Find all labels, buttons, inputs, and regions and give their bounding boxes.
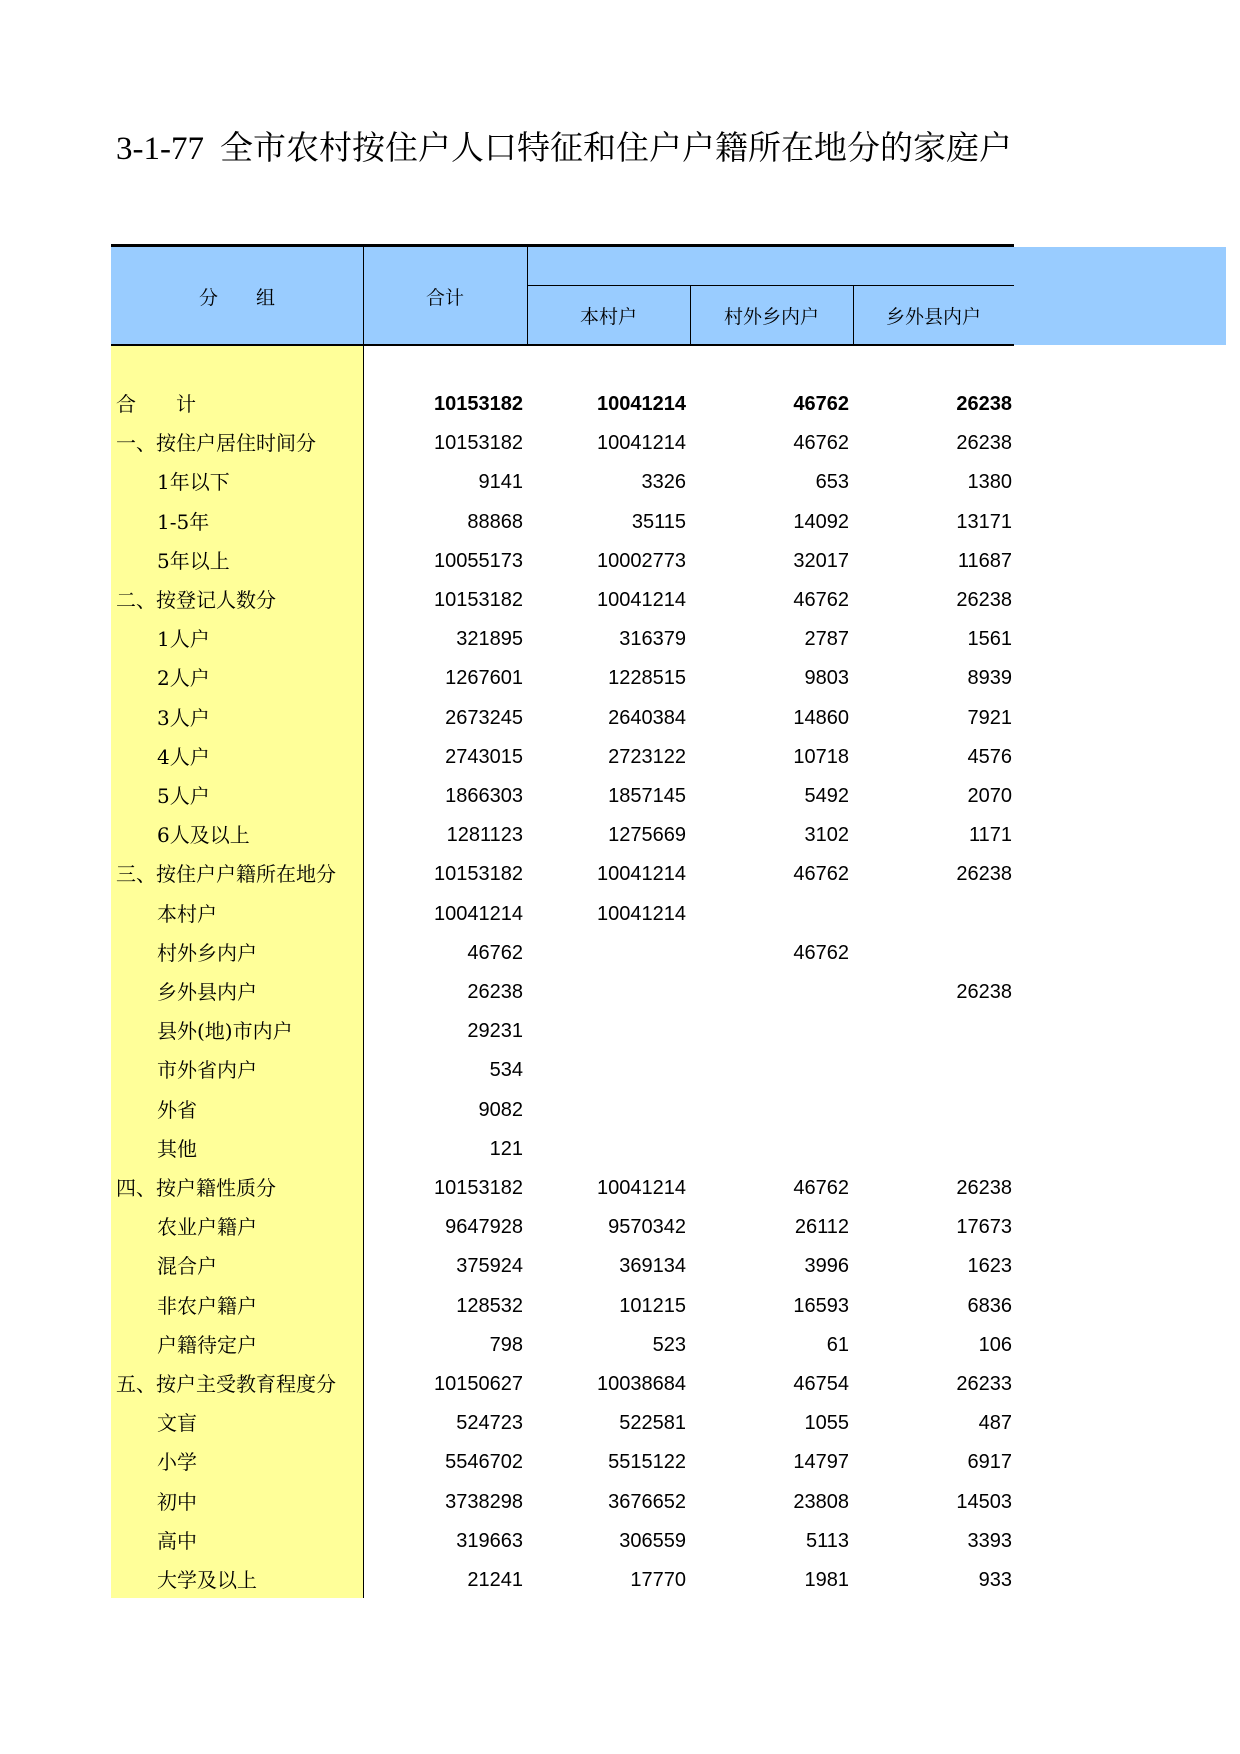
cell-value: 35115 xyxy=(631,510,686,533)
cell-value: 9141 xyxy=(478,471,523,494)
cell-value: 10041214 xyxy=(434,902,523,925)
cell-value: 26238 xyxy=(956,1177,1012,1199)
cell-value: 26233 xyxy=(956,1373,1012,1395)
cell-value: 11687 xyxy=(957,549,1012,572)
cell-value: 10153182 xyxy=(434,1177,523,1199)
header-total: 合计 xyxy=(425,287,464,309)
cell-value: 1981 xyxy=(804,1569,849,1591)
cell-value: 9570342 xyxy=(608,1216,686,1239)
header-divider xyxy=(527,247,528,345)
page-title xyxy=(116,122,1012,169)
cell-value: 61 xyxy=(826,1333,849,1356)
row-label: 二、按登记人数分 xyxy=(116,588,276,612)
cell-value: 2070 xyxy=(967,785,1012,807)
cell-value: 128532 xyxy=(456,1294,523,1317)
row-label: 小学 xyxy=(157,1450,197,1475)
header-col-county: 乡外县内户 xyxy=(885,306,981,328)
row-label: 混合户 xyxy=(157,1254,217,1279)
cell-value: 14797 xyxy=(793,1451,849,1474)
cell-value: 10153182 xyxy=(434,432,523,455)
row-label: 1人户 xyxy=(157,627,210,652)
cell-value: 1623 xyxy=(967,1255,1012,1278)
cell-value: 1857145 xyxy=(608,785,686,807)
table-row xyxy=(111,1208,1014,1247)
cell-value: 3102 xyxy=(804,824,849,847)
table-row xyxy=(111,934,1014,973)
cell-value: 3738298 xyxy=(445,1490,523,1513)
cell-value: 2787 xyxy=(804,628,849,651)
cell-value xyxy=(852,934,1012,973)
header-col-local: 本村户 xyxy=(579,306,637,328)
cell-value xyxy=(526,1012,686,1051)
cell-value xyxy=(689,1091,849,1130)
cell-value: 26112 xyxy=(794,1216,849,1239)
table-row xyxy=(111,855,1014,894)
cell-value: 14503 xyxy=(956,1490,1012,1513)
cell-value: 46762 xyxy=(793,863,849,886)
cell-value xyxy=(689,895,849,934)
cell-value: 369134 xyxy=(619,1255,686,1278)
table-row xyxy=(111,385,1014,424)
cell-value xyxy=(526,1091,686,1130)
cell-value: 319663 xyxy=(456,1529,523,1552)
cell-value xyxy=(526,1051,686,1090)
cell-value xyxy=(689,1051,849,1090)
table-row xyxy=(111,777,1014,816)
cell-value: 10041214 xyxy=(597,432,686,455)
cell-value: 798 xyxy=(489,1333,523,1356)
cell-value: 9647928 xyxy=(445,1216,523,1239)
cell-value: 2673245 xyxy=(445,706,523,729)
cell-value: 3393 xyxy=(967,1529,1012,1552)
cell-value: 1561 xyxy=(967,628,1012,651)
cell-value xyxy=(852,895,1012,934)
table-row xyxy=(111,1091,1014,1130)
table-row xyxy=(111,699,1014,738)
cell-value: 46762 xyxy=(793,589,849,611)
cell-value: 10718 xyxy=(793,745,849,768)
cell-value: 101215 xyxy=(619,1294,686,1317)
cell-value xyxy=(852,1130,1012,1169)
cell-value: 21241 xyxy=(467,1569,523,1591)
row-label: 四、按户籍性质分 xyxy=(116,1176,276,1200)
cell-value: 29231 xyxy=(467,1020,523,1043)
cell-value: 3996 xyxy=(804,1255,849,1278)
row-label: 3人户 xyxy=(157,705,210,730)
cell-value: 8939 xyxy=(967,667,1012,690)
row-label: 5人户 xyxy=(157,784,210,808)
row-label: 本村户 xyxy=(157,901,217,926)
cell-value: 17770 xyxy=(630,1569,686,1591)
cell-value: 3676652 xyxy=(608,1490,686,1513)
cell-value: 534 xyxy=(489,1059,523,1082)
cell-value: 10041214 xyxy=(597,863,686,886)
cell-value: 5113 xyxy=(805,1529,849,1552)
cell-value: 3326 xyxy=(641,471,686,494)
cell-value: 522581 xyxy=(619,1412,686,1435)
cell-value: 10041214 xyxy=(597,393,686,415)
cell-value: 10038684 xyxy=(597,1373,686,1395)
table-row xyxy=(111,816,1014,855)
row-label: 非农户籍户 xyxy=(157,1293,257,1318)
row-label: 文盲 xyxy=(157,1411,197,1436)
cell-value: 321895 xyxy=(456,628,523,651)
row-label: 1-5年 xyxy=(157,509,210,534)
row-label: 一、按住户居住时间分 xyxy=(116,431,316,456)
cell-value xyxy=(852,1051,1012,1090)
cell-value xyxy=(689,1012,849,1051)
row-label: 户籍待定户 xyxy=(157,1332,257,1357)
table-row xyxy=(111,1130,1014,1169)
cell-value: 46762 xyxy=(793,941,849,964)
table-row xyxy=(111,1483,1014,1522)
cell-value: 10041214 xyxy=(597,1177,686,1199)
cell-value: 1055 xyxy=(804,1412,849,1435)
row-label: 村外乡内户 xyxy=(157,940,257,965)
cell-value: 1380 xyxy=(967,471,1012,494)
row-label: 其他 xyxy=(157,1136,197,1161)
cell-value: 5515122 xyxy=(608,1451,686,1474)
row-label: 乡外县内户 xyxy=(157,980,257,1004)
cell-value: 1267601 xyxy=(445,667,523,690)
cell-value: 524723 xyxy=(456,1412,523,1435)
row-label: 初中 xyxy=(157,1489,197,1514)
row-label: 1年以下 xyxy=(157,470,230,495)
cell-value: 6917 xyxy=(967,1451,1012,1474)
cell-value: 375924 xyxy=(456,1255,523,1278)
cell-value: 933 xyxy=(978,1569,1012,1591)
row-label: 外省 xyxy=(157,1097,197,1122)
cell-value: 26238 xyxy=(956,589,1012,611)
cell-value: 26238 xyxy=(956,393,1012,415)
cell-value: 88868 xyxy=(467,510,523,533)
row-label: 农业户籍户 xyxy=(157,1215,257,1240)
cell-value: 26238 xyxy=(467,981,523,1003)
table-row xyxy=(111,1561,1014,1600)
cell-value: 487 xyxy=(978,1412,1012,1435)
table-row xyxy=(111,1287,1014,1326)
cell-value: 14860 xyxy=(793,706,849,729)
cell-value: 16593 xyxy=(793,1294,849,1317)
cell-value: 1281123 xyxy=(446,824,523,847)
cell-value: 32017 xyxy=(793,549,849,572)
cell-value: 7921 xyxy=(967,706,1012,729)
cell-value: 306559 xyxy=(619,1529,686,1552)
cell-value: 10153182 xyxy=(434,589,523,611)
cell-value: 10153182 xyxy=(434,393,523,415)
cell-value: 23808 xyxy=(793,1490,849,1513)
cell-value: 2640384 xyxy=(608,706,686,729)
row-label: 大学及以上 xyxy=(157,1568,257,1592)
cell-value: 10150627 xyxy=(434,1373,523,1395)
cell-value: 2743015 xyxy=(445,745,523,768)
header-subdivider xyxy=(527,285,1014,286)
table-row xyxy=(111,738,1014,777)
table-row xyxy=(111,463,1014,502)
cell-value: 1275669 xyxy=(608,824,686,847)
cell-value: 1171 xyxy=(968,824,1012,847)
table-row xyxy=(111,542,1014,581)
cell-value: 9803 xyxy=(804,667,849,690)
row-label: 5年以上 xyxy=(157,548,230,573)
table-row xyxy=(111,503,1014,542)
cell-value xyxy=(852,1012,1012,1051)
cell-value: 10041214 xyxy=(597,589,686,611)
cell-value: 46762 xyxy=(793,1177,849,1199)
cell-value: 5492 xyxy=(804,785,849,807)
row-label: 三、按住户户籍所在地分 xyxy=(116,862,336,887)
cell-value: 14092 xyxy=(793,510,849,533)
row-label: 6人及以上 xyxy=(157,823,250,848)
cell-value: 26238 xyxy=(956,432,1012,455)
table-row xyxy=(111,1169,1014,1208)
header-bottom-rule xyxy=(111,344,1014,346)
cell-value: 13171 xyxy=(956,510,1012,533)
cell-value: 17673 xyxy=(956,1216,1012,1239)
row-label: 县外(地)市内户 xyxy=(157,1019,293,1044)
row-label: 合 计 xyxy=(116,392,196,416)
cell-value: 46762 xyxy=(793,393,849,415)
table-row xyxy=(111,1051,1014,1090)
cell-value xyxy=(526,973,686,1012)
row-label: 五、按户主受教育程度分 xyxy=(116,1372,336,1396)
table-row xyxy=(111,1404,1014,1443)
table-code: 3-1-77 xyxy=(116,131,204,167)
cell-value: 46754 xyxy=(793,1373,849,1395)
row-label: 2人户 xyxy=(157,666,210,691)
cell-value: 10153182 xyxy=(434,863,523,886)
table-row xyxy=(111,1522,1014,1561)
cell-value: 9082 xyxy=(478,1098,523,1121)
cell-value xyxy=(526,934,686,973)
table-row xyxy=(111,1247,1014,1286)
table-row xyxy=(111,1326,1014,1365)
cell-value: 10055173 xyxy=(434,549,523,572)
table-row xyxy=(111,581,1014,620)
cell-value: 26238 xyxy=(956,981,1012,1003)
cell-value: 10002773 xyxy=(597,549,686,572)
cell-value: 10041214 xyxy=(597,902,686,925)
table-row xyxy=(111,424,1014,463)
table-row xyxy=(111,895,1014,934)
cell-value: 121 xyxy=(489,1137,523,1160)
cell-value xyxy=(689,1130,849,1169)
header-group: 分 组 xyxy=(198,287,275,309)
cell-value: 106 xyxy=(978,1333,1012,1356)
table-row xyxy=(111,659,1014,698)
row-label: 高中 xyxy=(157,1528,197,1553)
table-row xyxy=(111,1365,1014,1404)
cell-value: 316379 xyxy=(619,628,686,651)
cell-value: 5546702 xyxy=(445,1451,523,1474)
cell-value: 1228515 xyxy=(608,667,686,690)
cell-value xyxy=(526,1130,686,1169)
table-row xyxy=(111,1443,1014,1482)
cell-value: 46762 xyxy=(793,432,849,455)
cell-value: 6836 xyxy=(967,1294,1012,1317)
cell-value: 46762 xyxy=(467,941,523,964)
cell-value: 2723122 xyxy=(608,745,686,768)
cell-value: 653 xyxy=(815,471,849,494)
cell-value: 4576 xyxy=(967,745,1012,768)
cell-value xyxy=(689,973,849,1012)
row-label: 4人户 xyxy=(157,744,210,769)
table-row xyxy=(111,620,1014,659)
cell-value: 523 xyxy=(652,1333,686,1356)
table-title-text: 全市农村按住户人口特征和住户户籍所在地分的家庭户 xyxy=(219,131,1012,167)
row-label: 市外省内户 xyxy=(157,1058,257,1083)
cell-value xyxy=(852,1091,1012,1130)
table-row xyxy=(111,1012,1014,1051)
cell-value: 1866303 xyxy=(445,785,523,807)
table-row xyxy=(111,973,1014,1012)
cell-value: 26238 xyxy=(956,863,1012,886)
header-col-township: 村外乡内户 xyxy=(723,306,819,328)
